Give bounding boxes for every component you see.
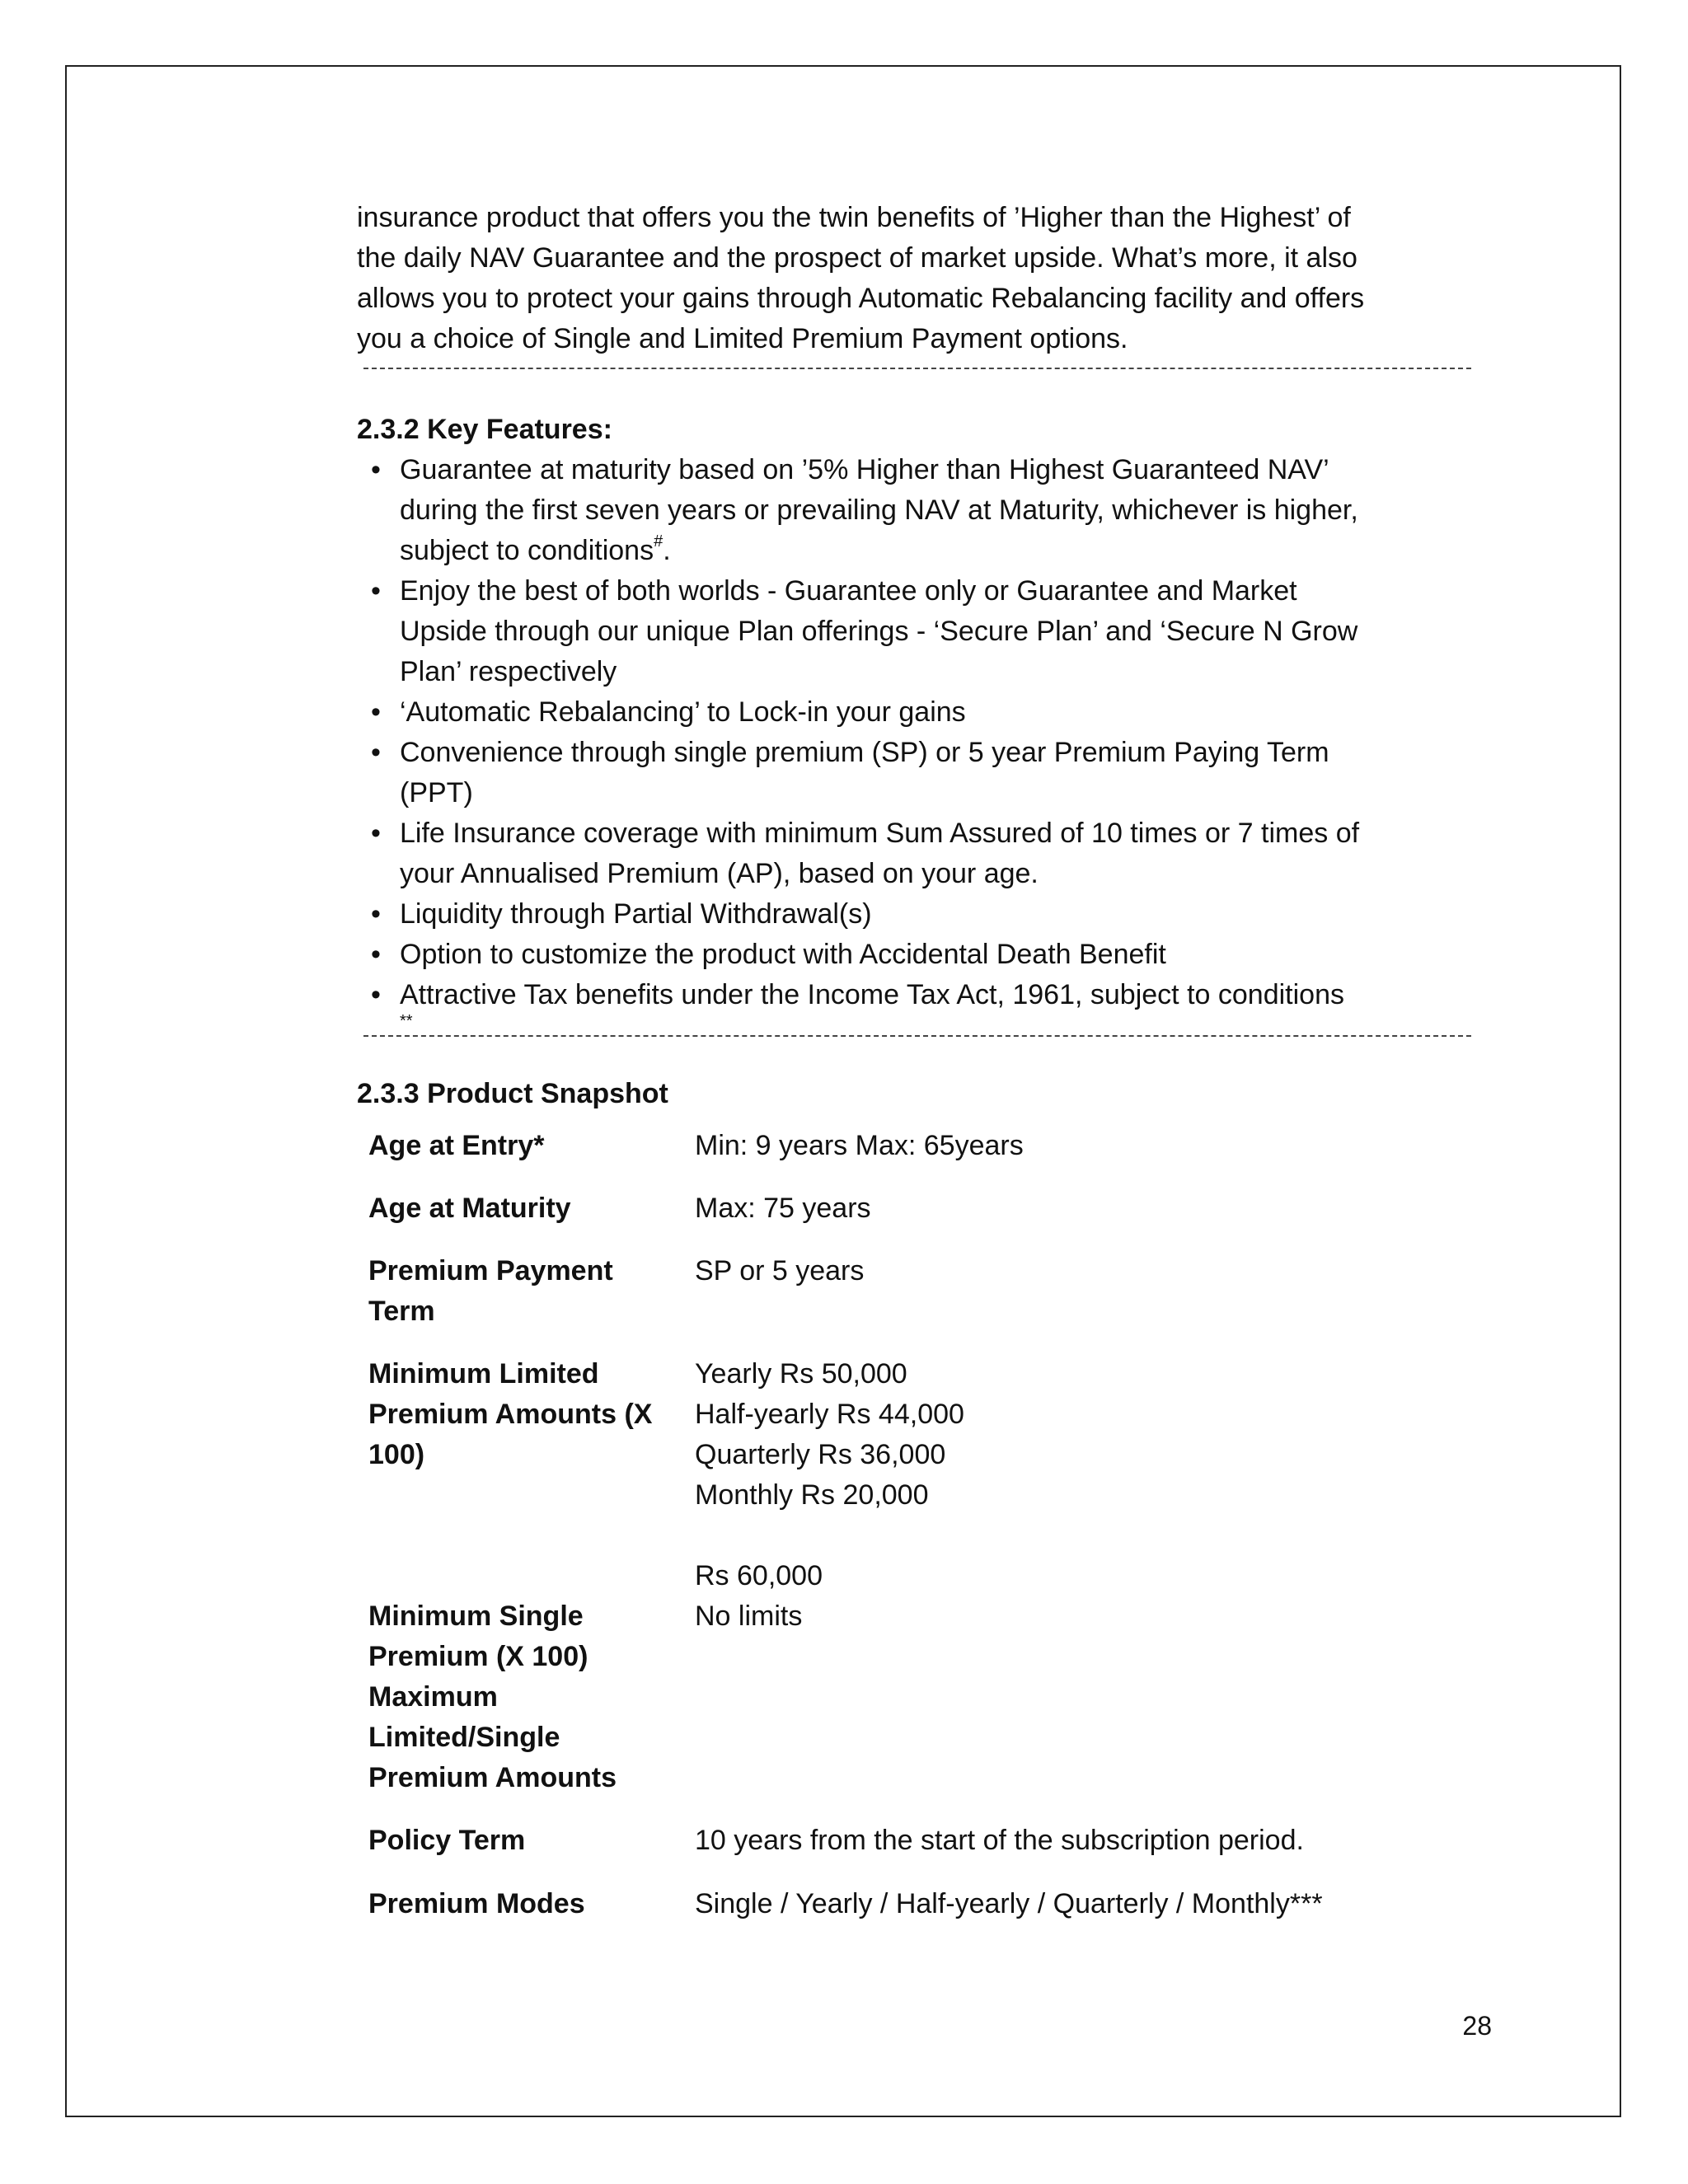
row-label-text: Limited/Single: [368, 1722, 560, 1753]
list-item-text: Liquidity through Partial Withdrawal(s): [400, 898, 872, 930]
footnote-mark: **: [400, 1012, 413, 1030]
table-row: [357, 1354, 1471, 1516]
list-item: [357, 571, 1471, 692]
bullet-icon: •: [371, 898, 381, 930]
row-label: Policy Term: [368, 1825, 526, 1856]
row-value-text: Rs 60,000: [695, 1560, 823, 1591]
row-label-text: Premium Amounts (X: [368, 1399, 653, 1430]
intro-line: you a choice of Single and Limited Premium Payment options.: [357, 323, 1128, 354]
bullet-icon: •: [371, 575, 381, 607]
bullet-icon: •: [371, 979, 381, 1010]
bullet-icon: •: [371, 818, 381, 849]
list-item-text: subject to conditions: [400, 535, 654, 566]
row-value-text: Yearly Rs 50,000: [695, 1358, 907, 1390]
row-label: Age at Entry*: [368, 1130, 545, 1161]
footnote-mark: #: [654, 532, 663, 551]
bullet-icon: •: [371, 737, 381, 768]
row-label-text: Maximum: [368, 1681, 498, 1713]
list-item-text: (PPT): [400, 777, 473, 808]
list-item-text: ‘Automatic Rebalancing’ to Lock-in your gains: [400, 696, 966, 728]
list-item-text: .: [663, 535, 671, 566]
list-item-text: Enjoy the best of both worlds - Guarantee only or Guarantee and Market: [400, 575, 1297, 607]
row-label-text: Minimum Limited: [368, 1358, 599, 1390]
row-label-text: Minimum Single: [368, 1601, 584, 1632]
row-value-text: Monthly Rs 20,000: [695, 1479, 929, 1511]
list-item: [357, 894, 1471, 935]
row-label: [357, 1354, 695, 1516]
list-item: [357, 935, 1471, 975]
list-item-text: Plan’ respectively: [400, 656, 617, 687]
list-item: [357, 450, 1471, 571]
intro-line: allows you to protect your gains through Automatic Rebalancing facility and offers: [357, 283, 1365, 314]
list-item-text: during the first seven years or prevailing NAV at Maturity, whichever is higher,: [400, 494, 1358, 526]
row-label-text: Premium Amounts: [368, 1762, 617, 1793]
row-value-text: Half-yearly Rs 44,000: [695, 1399, 964, 1430]
list-item-text: Attractive Tax benefits under the Income Tax Act, 1961, subject to conditions: [400, 979, 1344, 1010]
list-item-text: Convenience through single premium (SP) or 5 year Premium Paying Term: [400, 737, 1329, 768]
list-item-text: Upside through our unique Plan offerings - ‘Secure Plan’ and ‘Secure N Grow: [400, 616, 1358, 647]
row-value-text: No limits: [695, 1601, 803, 1632]
row-label-text: Term: [368, 1296, 435, 1327]
dashed-divider: [363, 1035, 1471, 1037]
intro-line: the daily NAV Guarantee and the prospect of market upside. What’s more, it also: [357, 242, 1357, 274]
row-label: Premium Modes: [368, 1888, 585, 1919]
intro-paragraph: [357, 198, 1471, 359]
list-item-text: Life Insurance coverage with minimum Sum Assured of 10 times or 7 times of: [400, 818, 1360, 849]
row-value: Single / Yearly / Half-yearly / Quarterly / Monthly***: [695, 1888, 1323, 1919]
list-item-text: Guarantee at maturity based on ’5% Higher than Highest Guaranteed NAV’: [400, 454, 1329, 485]
row-label-text: Premium Payment: [368, 1255, 613, 1286]
row-value: SP or 5 years: [695, 1255, 865, 1286]
list-item-text: your Annualised Premium (AP), based on your age.: [400, 858, 1039, 889]
row-value: [695, 1354, 1471, 1516]
product-snapshot-table: [357, 1126, 1471, 1924]
list-item-text: Option to customize the product with Accidental Death Benefit: [400, 939, 1166, 970]
key-features-list: [357, 450, 1471, 1030]
table-row: [357, 1821, 1471, 1861]
list-item: [357, 733, 1471, 813]
list-item: [357, 975, 1471, 1030]
row-label: Age at Maturity: [368, 1193, 571, 1224]
row-label: [357, 1251, 695, 1332]
row-value-text: Quarterly Rs 36,000: [695, 1439, 946, 1470]
table-row: [357, 1516, 1471, 1798]
table-row: [357, 1884, 1471, 1924]
row-label: [357, 1516, 695, 1798]
key-features-heading: 2.3.2 Key Features:: [357, 414, 612, 445]
table-row: [357, 1188, 1471, 1229]
row-value: Min: 9 years Max: 65years: [695, 1130, 1024, 1161]
list-item: [357, 813, 1471, 894]
list-item: [357, 692, 1471, 733]
dashed-divider: [363, 368, 1471, 369]
product-snapshot-heading: 2.3.3 Product Snapshot: [357, 1078, 668, 1109]
row-value: 10 years from the start of the subscription period.: [695, 1825, 1304, 1856]
page-number: 28: [1462, 2011, 1492, 2041]
bullet-icon: •: [371, 696, 381, 728]
bullet-icon: •: [371, 939, 381, 970]
row-value: [695, 1516, 1471, 1798]
table-row: [357, 1251, 1471, 1332]
intro-line: insurance product that offers you the twin benefits of ’Higher than the Highest’ of: [357, 202, 1351, 233]
bullet-icon: •: [371, 454, 381, 485]
table-row: [357, 1126, 1471, 1166]
page-content: [357, 198, 1471, 1924]
row-value: Max: 75 years: [695, 1193, 871, 1224]
row-label-text: 100): [368, 1439, 425, 1470]
row-label-text: Premium (X 100): [368, 1641, 588, 1672]
